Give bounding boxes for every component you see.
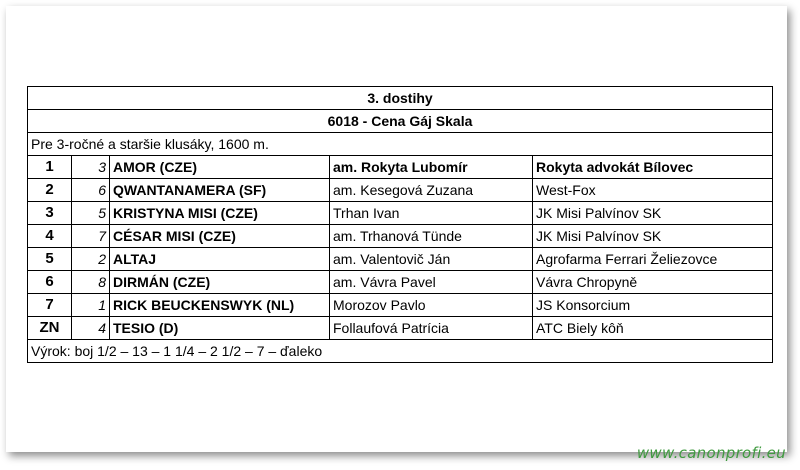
owner-cell: Rokyta advokát Bílovec bbox=[533, 156, 773, 179]
race-conditions: Pre 3-ročné a staršie klusáky, 1600 m. bbox=[28, 133, 773, 156]
owner-cell: West-Fox bbox=[533, 179, 773, 202]
owner-cell: Agrofarma Ferrari Želiezovce bbox=[533, 248, 773, 271]
race-results-table bbox=[27, 86, 773, 363]
number-cell: 3 bbox=[72, 156, 110, 179]
position-cell: 5 bbox=[28, 248, 72, 271]
driver-cell: am. Trhanová Tünde bbox=[330, 225, 533, 248]
race-title: 3. dostihy bbox=[28, 87, 773, 110]
table-row bbox=[28, 317, 773, 340]
table-row bbox=[28, 202, 773, 225]
owner-cell: ATC Biely kôň bbox=[533, 317, 773, 340]
horse-cell: ALTAJ bbox=[110, 248, 330, 271]
title-row bbox=[28, 87, 773, 110]
result-row bbox=[28, 340, 773, 363]
conditions-row bbox=[28, 133, 773, 156]
driver-cell: am. Rokyta Lubomír bbox=[330, 156, 533, 179]
horse-cell: QWANTANAMERA (SF) bbox=[110, 179, 330, 202]
position-cell: ZN bbox=[28, 317, 72, 340]
race-subtitle: 6018 - Cena Gáj Skala bbox=[28, 110, 773, 133]
horse-cell: AMOR (CZE) bbox=[110, 156, 330, 179]
position-cell: 6 bbox=[28, 271, 72, 294]
number-cell: 1 bbox=[72, 294, 110, 317]
table-row bbox=[28, 225, 773, 248]
subtitle-row bbox=[28, 110, 773, 133]
driver-cell: Trhan Ivan bbox=[330, 202, 533, 225]
result-line: Výrok: boj 1/2 – 13 – 1 1/4 – 2 1/2 – 7 – ďaleko bbox=[28, 340, 773, 363]
number-cell: 6 bbox=[72, 179, 110, 202]
number-cell: 8 bbox=[72, 271, 110, 294]
horse-cell: TESIO (D) bbox=[110, 317, 330, 340]
driver-cell: Morozov Pavlo bbox=[330, 294, 533, 317]
winner-row bbox=[28, 156, 773, 179]
horse-cell: KRISTYNA MISI (CZE) bbox=[110, 202, 330, 225]
number-cell: 7 bbox=[72, 225, 110, 248]
watermark-text: www.canonprofi.eu bbox=[636, 444, 786, 462]
horse-cell: DIRMÁN (CZE) bbox=[110, 271, 330, 294]
driver-cell: am. Valentovič Ján bbox=[330, 248, 533, 271]
position-cell: 1 bbox=[28, 156, 72, 179]
owner-cell: JK Misi Palvínov SK bbox=[533, 202, 773, 225]
table-row bbox=[28, 248, 773, 271]
number-cell: 4 bbox=[72, 317, 110, 340]
position-cell: 7 bbox=[28, 294, 72, 317]
owner-cell: JS Konsorcium bbox=[533, 294, 773, 317]
position-cell: 2 bbox=[28, 179, 72, 202]
horse-cell: RICK BEUCKENSWYK (NL) bbox=[110, 294, 330, 317]
number-cell: 2 bbox=[72, 248, 110, 271]
owner-cell: Vávra Chropyně bbox=[533, 271, 773, 294]
driver-cell: am. Kesegová Zuzana bbox=[330, 179, 533, 202]
table-row bbox=[28, 271, 773, 294]
horse-cell: CÉSAR MISI (CZE) bbox=[110, 225, 330, 248]
table-row bbox=[28, 179, 773, 202]
table-row bbox=[28, 294, 773, 317]
driver-cell: am. Vávra Pavel bbox=[330, 271, 533, 294]
position-cell: 3 bbox=[28, 202, 72, 225]
owner-cell: JK Misi Palvínov SK bbox=[533, 225, 773, 248]
position-cell: 4 bbox=[28, 225, 72, 248]
driver-cell: Follaufová Patrícia bbox=[330, 317, 533, 340]
number-cell: 5 bbox=[72, 202, 110, 225]
